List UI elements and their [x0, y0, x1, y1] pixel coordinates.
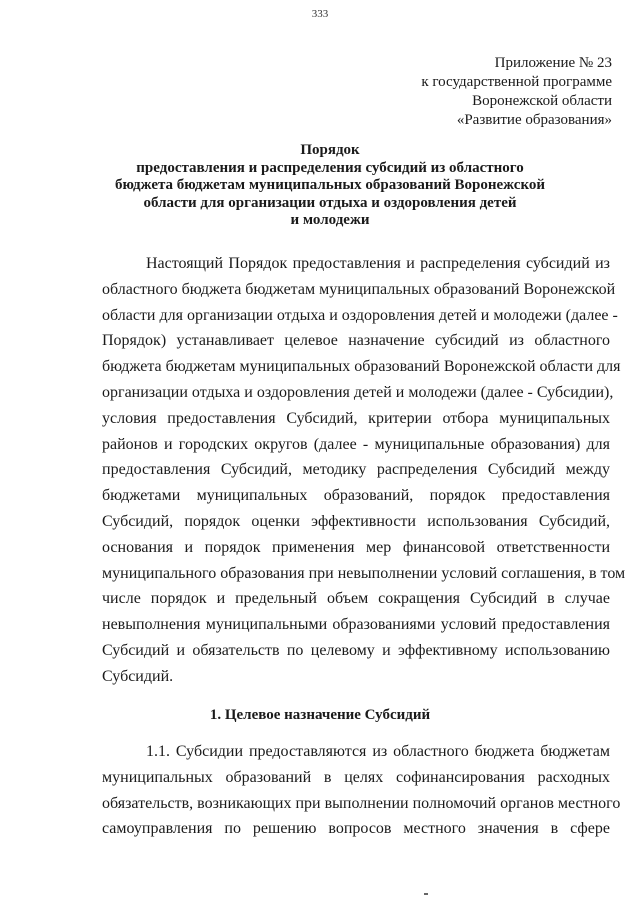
- section-heading: 1. Целевое назначение Субсидий: [209, 707, 431, 723]
- appendix-line: Воронежской области: [472, 93, 612, 109]
- text-line: предоставления Субсидий, методику распределения Субсидий между: [102, 461, 610, 479]
- text-line: условия предоставления Субсидий, критерии отбора муниципальных: [102, 409, 610, 427]
- section-1-paragraph: [102, 739, 621, 842]
- title-line: бюджета бюджетам муниципальных образований Воронежской: [114, 177, 546, 193]
- document-title: [110, 142, 550, 230]
- text-line: невыполнения муниципальными образованиями условий предоставления: [102, 616, 610, 634]
- text-line: Порядок) устанавливает целевое назначение субсидий из областного: [102, 332, 610, 350]
- intro-paragraph: [102, 251, 626, 690]
- text-line: муниципальных образований в целях софинансирования расходных: [102, 768, 610, 786]
- text-line: самоуправления по решению вопросов местного значения в сфере: [102, 820, 610, 838]
- title-line: предоставления и распределения субсидий из областного: [136, 159, 524, 176]
- appendix-line: Приложение № 23: [494, 55, 612, 71]
- text-line: муниципального образования при невыполнении условий соглашения, в том: [102, 564, 626, 582]
- text-line: 1.1. Субсидии предоставляются из областного бюджета бюджетам: [146, 743, 610, 760]
- text-line: области для организации отдыха и оздоровления детей и молодежи (далее -: [102, 306, 618, 324]
- text-line: Субсидий и обязательств по целевому и эффективному использованию: [102, 641, 610, 659]
- appendix-line: к государственной программе: [421, 74, 612, 90]
- title-line: Порядок: [300, 142, 360, 158]
- text-line: основания и порядок применения мер финансовой ответственности: [102, 538, 610, 556]
- text-line: обязательств, возникающих при выполнении полномочий органов местного: [102, 794, 621, 812]
- text-line: Субсидий, порядок оценки эффективности использования Субсидий,: [102, 512, 610, 530]
- title-line: области для организации отдыха и оздоровления детей: [143, 194, 517, 211]
- text-line: областного бюджета бюджетам муниципальных образований Воронежской: [102, 280, 616, 298]
- page-number: 333: [311, 8, 329, 20]
- text-line: Настоящий Порядок предоставления и распределения субсидий из: [146, 255, 610, 272]
- title-line: и молодежи: [290, 212, 370, 228]
- text-line: районов и городских округов (далее - муниципальные образования) для: [102, 435, 610, 453]
- appendix-reference: [421, 54, 612, 130]
- text-line: бюджета бюджетам муниципальных образований Воронежской области для: [102, 358, 621, 376]
- appendix-line: «Развитие образования»: [456, 112, 612, 128]
- text-line: организации отдыха и оздоровления детей и молодежи (далее - Субсидии),: [102, 383, 614, 401]
- text-line: числе порядок и предельный объем сокращения Субсидий в случае: [102, 590, 610, 608]
- scan-artifact: [424, 893, 428, 895]
- text-line: Субсидий.: [102, 667, 174, 685]
- text-line: бюджетами муниципальных образований, порядок предоставления: [102, 487, 610, 505]
